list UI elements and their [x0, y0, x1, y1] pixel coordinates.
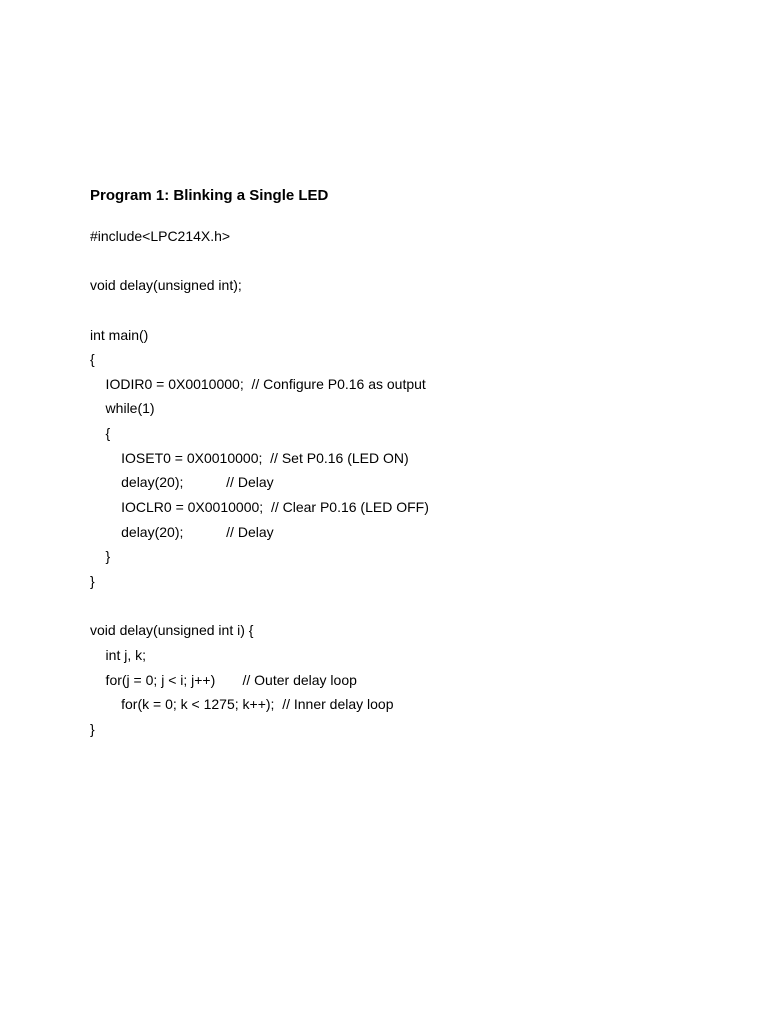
code-line: { [90, 425, 111, 442]
code-line: IOSET0 = 0X0010000; // Set P0.16 (LED ON) [90, 449, 409, 466]
code-line [90, 596, 429, 621]
code-line: delay(20); // Delay [90, 474, 274, 491]
code-line [90, 251, 429, 276]
code-line: void delay(unsigned int i) { [90, 622, 254, 639]
code-line: int j, k; [90, 646, 147, 663]
code-line: int main() [90, 326, 149, 343]
code-line: IOCLR0 = 0X0010000; // Clear P0.16 (LED OFF) [90, 499, 429, 516]
program-title: Program 1: Blinking a Single LED [90, 187, 329, 204]
code-line: delay(20); // Delay [90, 523, 274, 540]
code-line: for(k = 0; k < 1275; k++); // Inner delay loop [90, 696, 394, 713]
code-line: } [90, 548, 111, 565]
code-line: #include<LPC214X.h> [90, 228, 231, 244]
code-line: IODIR0 = 0X0010000; // Configure P0.16 as output [90, 375, 426, 392]
code-line [90, 300, 429, 325]
code-line: } [90, 572, 95, 589]
code-line: } [90, 720, 95, 737]
code-line: for(j = 0; j < i; j++) // Outer delay loop [90, 671, 357, 688]
code-line: void delay(unsigned int); [90, 277, 242, 294]
code-line: while(1) [90, 400, 155, 417]
code-listing [90, 226, 429, 743]
code-line: { [90, 351, 95, 368]
